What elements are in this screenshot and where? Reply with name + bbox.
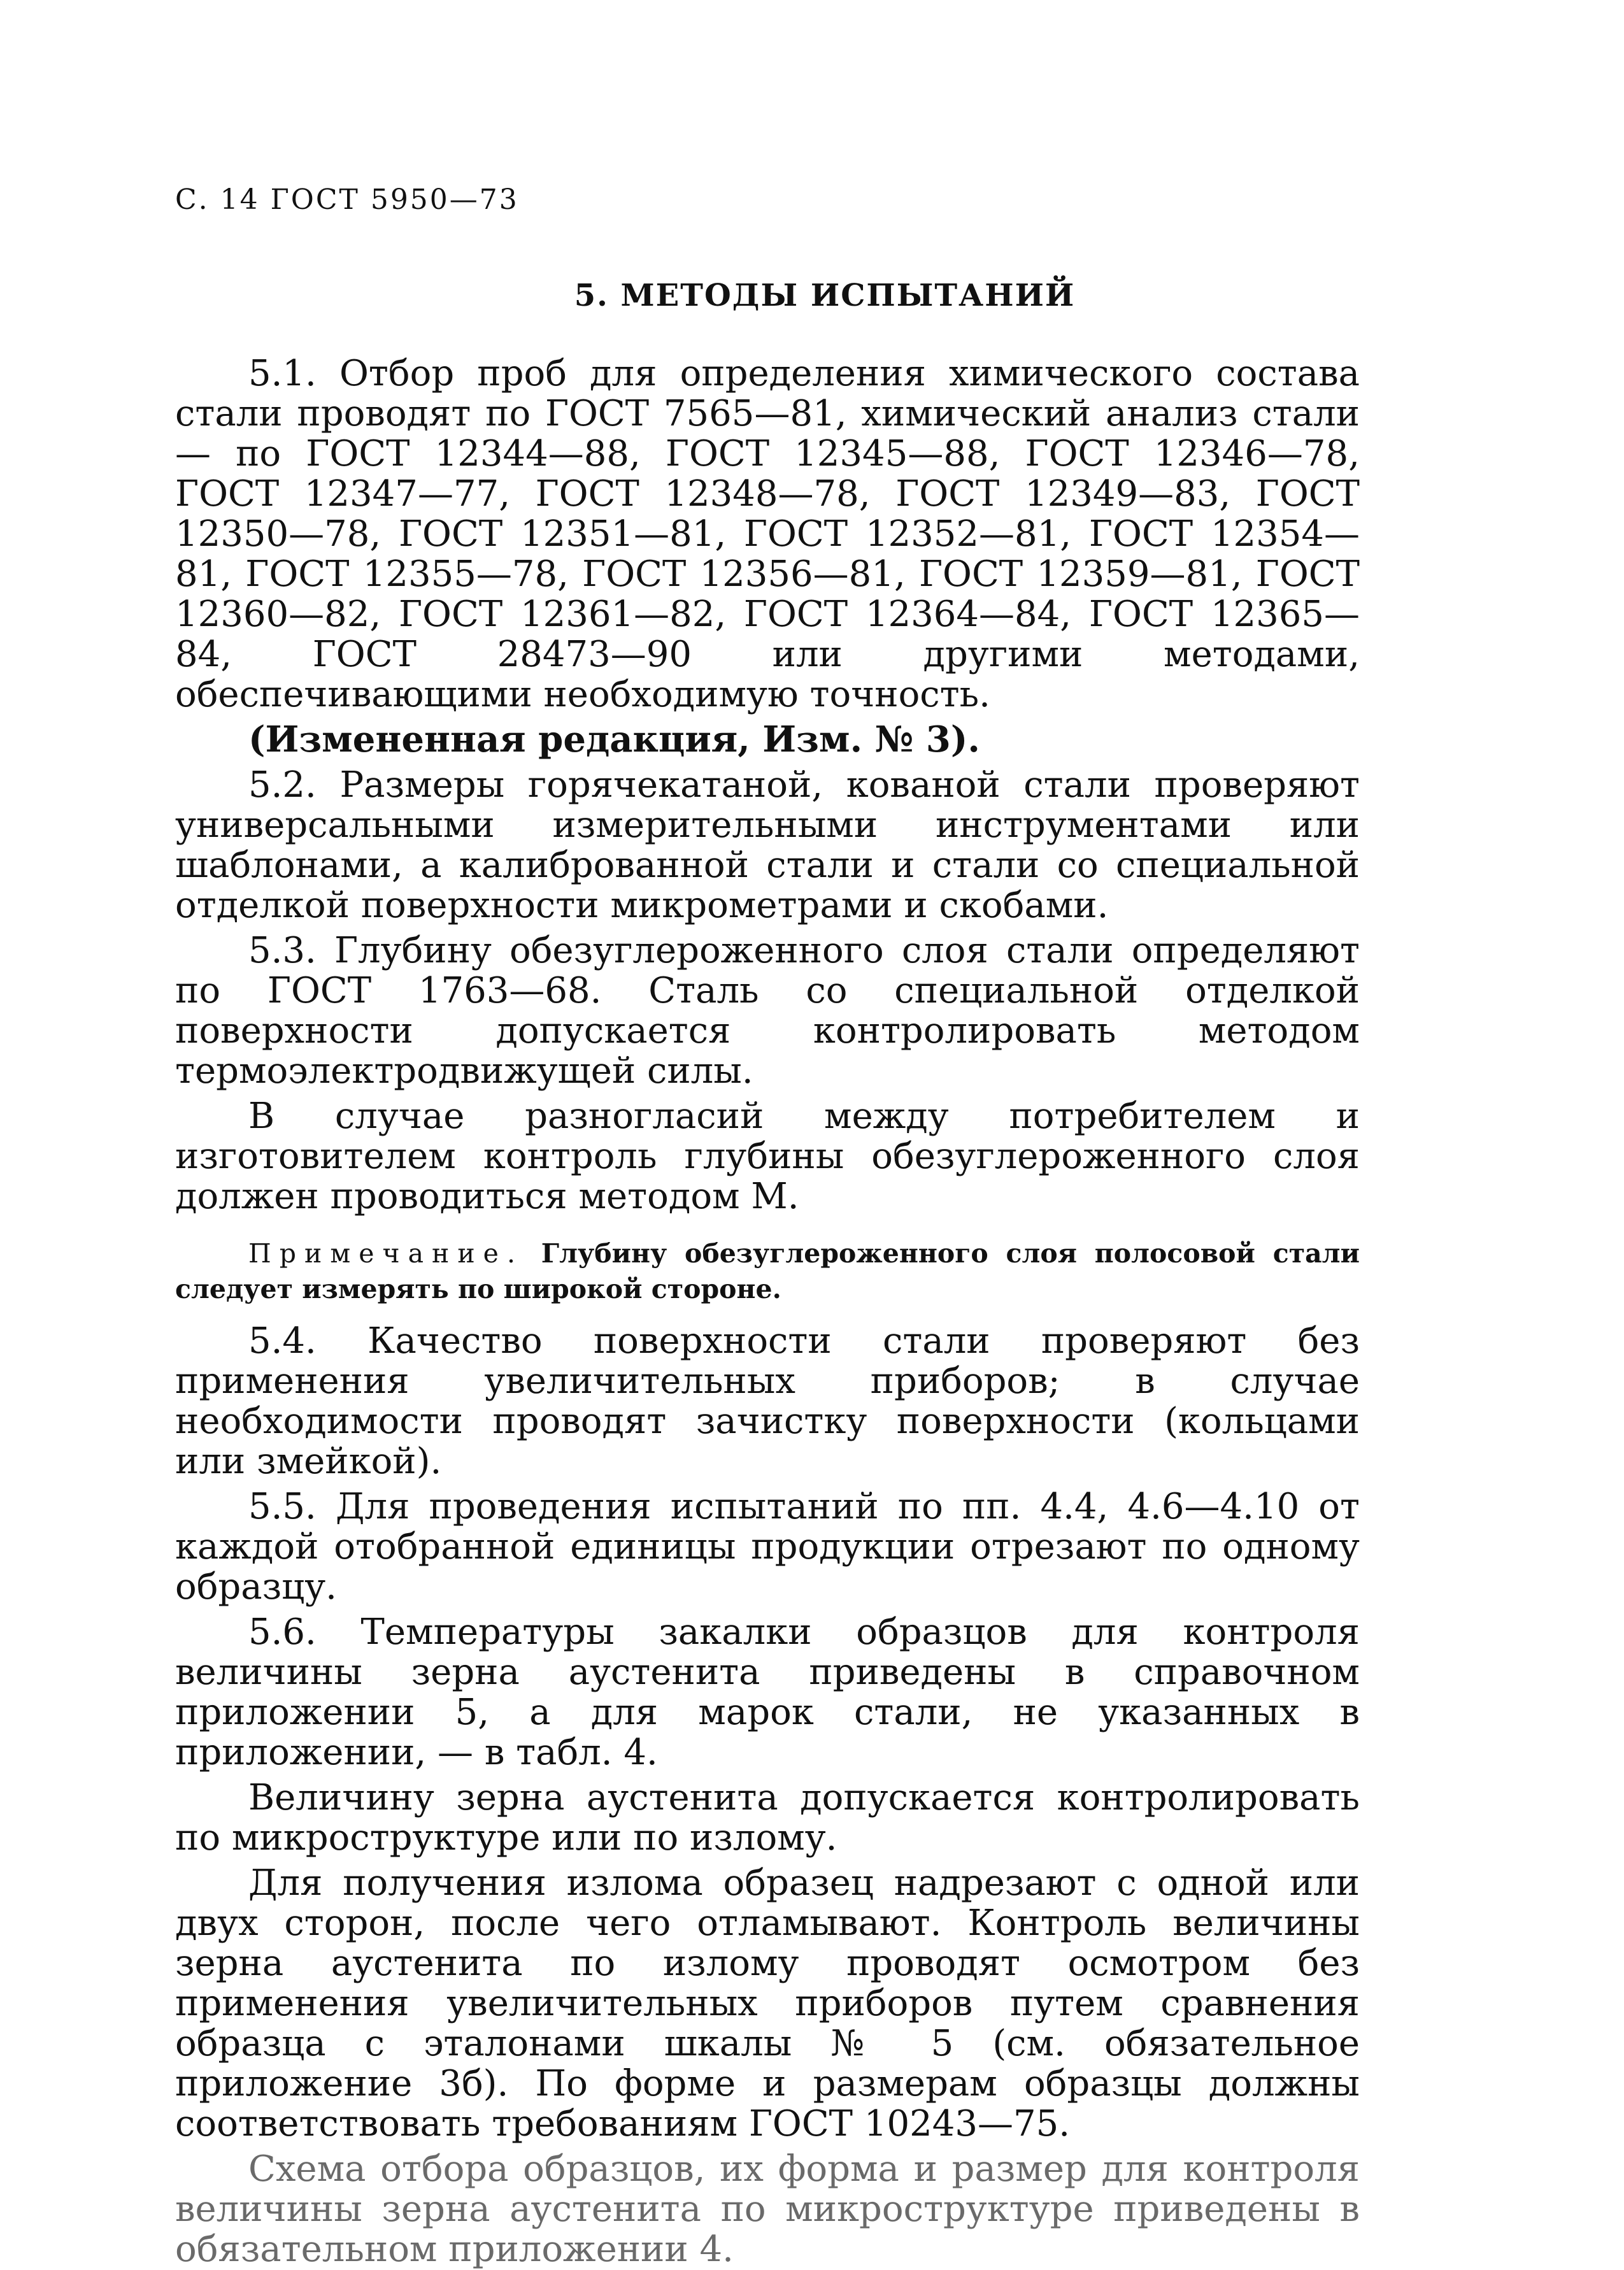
note-text: Глубину обезуглероженного слоя полосовой стали следует измерять по широкой стороне. [175, 1238, 1360, 1304]
paragraph-5-1: 5.1. Отбор проб для определения химического состава стали проводят по ГОСТ 7565—81, химический анализ стали — по ГОСТ 12344—88, ГОСТ 12345—88, ГОСТ 12346—78, ГОСТ 12347—77, ГОСТ 12348—78, ГОСТ 12349—83, ГОСТ 12350—78, ГОСТ 12351—81, ГОСТ 12352—81, ГОСТ 12354—81, ГОСТ 12355—78, ГОСТ 12356—81, ГОСТ 12359—81, ГОСТ 12360—82, ГОСТ 12361—82, ГОСТ 12364—84, ГОСТ 12365—84, ГОСТ 28473—90 или другими методами, обеспечивающими необходимую точность. [175, 353, 1360, 715]
document-body [175, 353, 1360, 2269]
paragraph-5-2: 5.2. Размеры горячекатаной, кованой стали проверяют универсальными измерительными инструментами или шаблонами, а калиброванной стали и стали со специальной отделкой поверхности микрометрами и скобами. [175, 764, 1360, 926]
paragraph-5-6-grain-control: Величину зерна аустенита допускается контролировать по микроструктуре или по излому. [175, 1777, 1360, 1859]
note [175, 1236, 1360, 1307]
paragraph-5-6: 5.6. Температуры закалки образцов для контроля величины зерна аустенита приведены в справочном приложении 5, а для марок стали, не указанных в приложении, — в табл. 4. [175, 1611, 1360, 1773]
paragraph-5-4: 5.4. Качество поверхности стали проверяют без применения увеличительных приборов; в случае необходимости проводят зачистку поверхности (кольцами или змейкой). [175, 1320, 1360, 1482]
edit-note: (Измененная редакция, Изм. № 3). [248, 718, 980, 760]
paragraph-5-6-sampling-scheme: Схема отбора образцов, их форма и размер для контроля величины зерна аустенита по микроструктуре приведены в обязательном приложении 4. [175, 2148, 1360, 2270]
section-title: 5. МЕТОДЫ ИСПЫТАНИЙ [574, 278, 1076, 313]
paragraph-5-6-fracture: Для получения излома образец надрезают с одной или двух сторон, после чего отламывают. Контроль величины зерна аустенита по излому проводят осмотром без применения увеличительных приборов путем сравнения образца с эталонами шкалы № 5 (см. обязательное приложение 3б). По форме и размерам образцы должны соответствовать требованиям ГОСТ 10243—75. [175, 1862, 1360, 2145]
paragraph-5-5: 5.5. Для проведения испытаний по пп. 4.4, 4.6—4.10 от каждой отобранной единицы продукции отрезают по одному образцу. [175, 1486, 1360, 1608]
note-label: Примечание. [248, 1238, 524, 1269]
paragraph-5-3-disputes: В случае разногласий между потребителем и изготовителем контроль глубины обезуглероженного слоя должен проводиться методом М. [175, 1096, 1360, 1217]
paragraph-5-3: 5.3. Глубину обезуглероженного слоя стали определяют по ГОСТ 1763—68. Сталь со специальной отделкой поверхности допускается контролировать методом термоэлектродвижущей силы. [175, 930, 1360, 1092]
page-header: С. 14 ГОСТ 5950—73 [175, 183, 519, 216]
